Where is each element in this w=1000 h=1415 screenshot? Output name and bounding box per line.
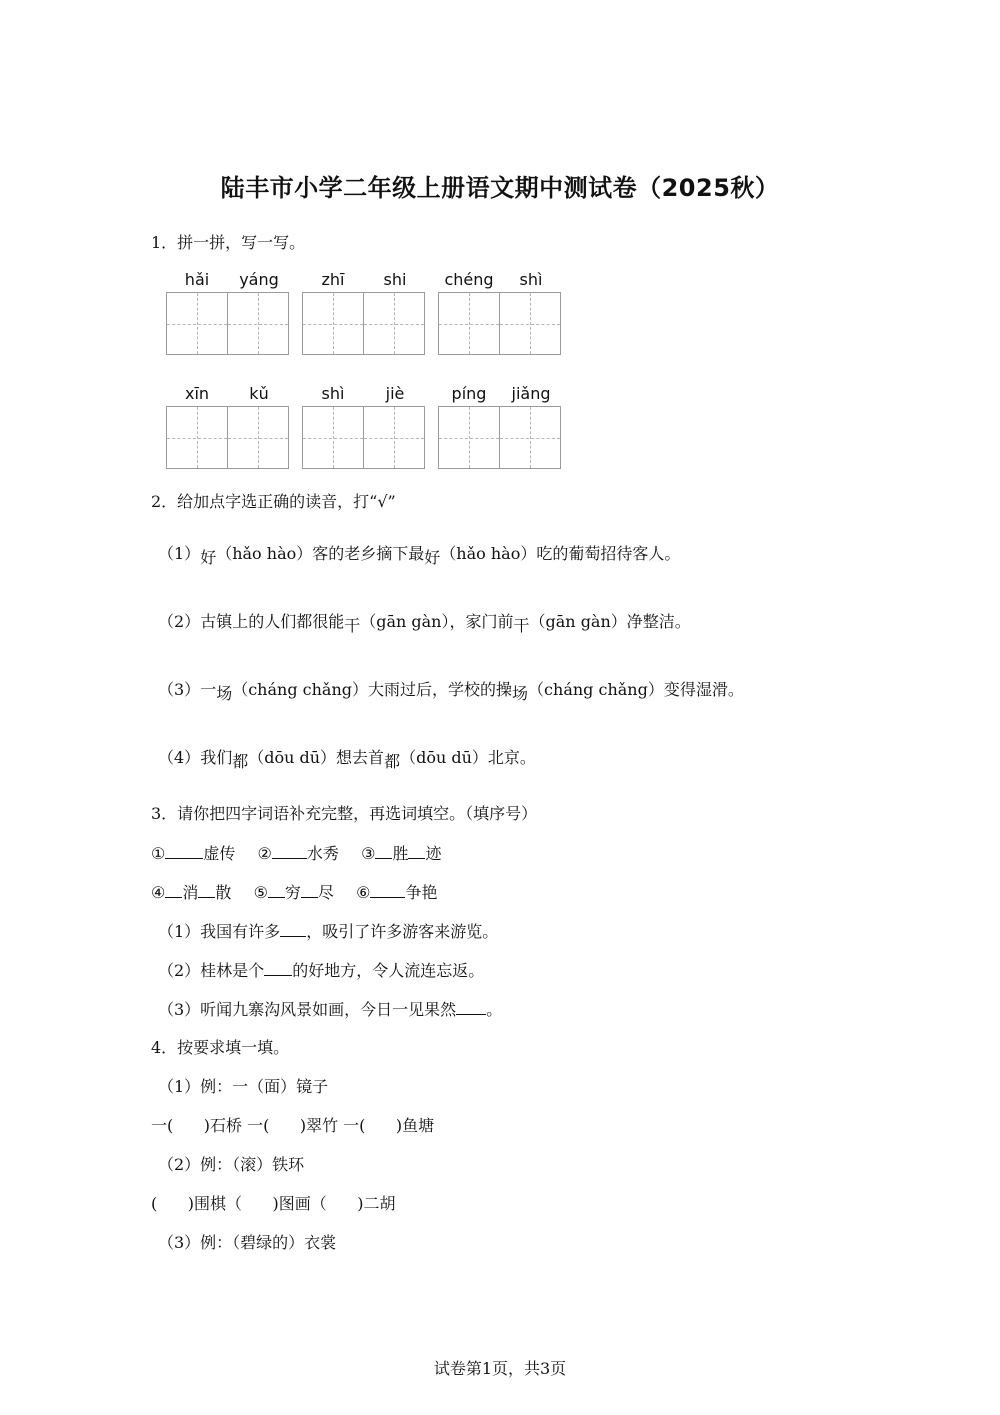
- reading-options[interactable]: （hǎo hào）: [216, 544, 313, 563]
- writing-cell[interactable]: [227, 292, 289, 355]
- idiom-number: ③: [361, 844, 376, 863]
- page-footer: 试卷第1页，共3页: [433, 1359, 567, 1378]
- idiom-blank[interactable]: [165, 881, 182, 898]
- word-box: [302, 268, 426, 355]
- writing-cell[interactable]: [166, 292, 228, 355]
- q3-sentence-1: [158, 920, 498, 943]
- reading-options[interactable]: （dōu dū）: [400, 748, 488, 767]
- dotted-char: 好: [424, 548, 441, 567]
- dotted-char: 干: [513, 616, 530, 635]
- q2-heading: 2．给加点字选正确的读音，打“√”: [151, 492, 396, 511]
- writing-cell[interactable]: [302, 292, 364, 355]
- sentence-text: 客的老乡摘下最: [312, 544, 425, 563]
- item-number: （1）: [158, 544, 201, 563]
- dotted-char: 场: [512, 684, 529, 703]
- idiom-number: ①: [151, 844, 166, 863]
- idiom-number: ②: [257, 844, 272, 863]
- dotted-char: 都: [232, 752, 249, 771]
- word-box: [302, 382, 426, 469]
- dotted-char: 都: [384, 752, 401, 771]
- pinyin-label: xīn: [184, 384, 210, 403]
- pinyin-label: píng: [451, 384, 487, 403]
- item-number: （2）: [158, 612, 201, 631]
- q2-item-3: [158, 679, 744, 701]
- idiom-row-1: [151, 842, 441, 865]
- sentence-text: ，家门前: [449, 612, 514, 631]
- reading-options[interactable]: （cháng chǎng）: [528, 680, 664, 699]
- sentence-text: （2）桂林是个: [158, 961, 265, 980]
- q4-fill-line-1[interactable]: 一( )石桥 一( )翠竹 一( )鱼塘: [151, 1116, 435, 1135]
- pinyin-label: chéng: [444, 270, 494, 289]
- sentence-text: （1）我国有许多: [158, 922, 281, 941]
- item-number: （4）: [158, 748, 201, 767]
- idiom-blank[interactable]: [375, 842, 392, 859]
- idiom-row-2: [151, 881, 437, 904]
- sentence-text: 我们: [200, 748, 233, 767]
- sentence-text: 变得湿滑。: [663, 680, 744, 699]
- pinyin-label: hǎi: [184, 270, 210, 289]
- dotted-char: 好: [200, 548, 217, 567]
- idiom-text: 虚传: [203, 844, 236, 863]
- idiom-text: 穷: [284, 883, 301, 902]
- idiom-blank[interactable]: [272, 842, 307, 859]
- idiom-number: ⑥: [356, 883, 371, 902]
- item-number: （3）: [158, 680, 201, 699]
- sentence-text: 古镇上的人们都很能: [200, 612, 345, 631]
- q3-sentence-3: [158, 998, 502, 1021]
- sentence-text: 想去首: [336, 748, 385, 767]
- writing-cell[interactable]: [499, 406, 561, 469]
- word-box: [438, 382, 562, 469]
- writing-cell[interactable]: [363, 292, 425, 355]
- idiom-number: ④: [151, 883, 166, 902]
- idiom-blank[interactable]: [165, 842, 203, 859]
- q2-item-4: [158, 747, 536, 769]
- reading-options[interactable]: （dōu dū）: [248, 748, 337, 767]
- idiom-text: 争艳: [405, 883, 438, 902]
- q3-sentence-2: [158, 959, 484, 982]
- idiom-text: 胜: [392, 844, 409, 863]
- writing-cell[interactable]: [499, 292, 561, 355]
- pinyin-label: jiǎng: [511, 384, 551, 403]
- idiom-blank[interactable]: [301, 881, 318, 898]
- sentence-text: 净整洁。: [626, 612, 691, 631]
- sentence-text: （3）听闻九寨沟风景如画，今日一见果然: [158, 1000, 457, 1019]
- sentence-text: 的好地方，令人流连忘返。: [292, 961, 485, 980]
- word-box: [438, 268, 562, 355]
- q4-example-1: （1）例：一（面）镜子: [158, 1077, 329, 1096]
- page-title: 陆丰市小学二年级上册语文期中测试卷（2025秋）: [220, 174, 780, 202]
- sentence-text: 一: [200, 680, 217, 699]
- answer-blank[interactable]: [280, 920, 306, 937]
- word-box: [166, 382, 290, 469]
- dotted-char: 干: [344, 616, 361, 635]
- pinyin-label: shi: [383, 270, 407, 289]
- writing-cell[interactable]: [166, 406, 228, 469]
- pinyin-label: shì: [519, 270, 543, 289]
- writing-cell[interactable]: [302, 406, 364, 469]
- idiom-text: 迹: [425, 844, 442, 863]
- word-box: [166, 268, 290, 355]
- idiom-text: 尽: [317, 883, 334, 902]
- q4-fill-line-2[interactable]: ( )围棋（ )图画（ )二胡: [151, 1194, 396, 1213]
- sentence-text: 吃的葡萄招待客人。: [536, 544, 681, 563]
- dotted-char: 场: [216, 684, 233, 703]
- reading-options[interactable]: （hǎo hào）: [440, 544, 537, 563]
- q4-example-3: （3）例：（碧绿的）衣裳: [158, 1233, 337, 1252]
- writing-cell[interactable]: [363, 406, 425, 469]
- q3-heading: 3．请你把四字词语补充完整，再选词填空。（填序号）: [151, 804, 538, 823]
- idiom-blank[interactable]: [198, 881, 215, 898]
- pinyin-grid-row-1: [166, 268, 562, 355]
- sentence-text: ，吸引了许多游客来游览。: [306, 922, 499, 941]
- writing-cell[interactable]: [227, 406, 289, 469]
- idiom-number: ⑤: [253, 883, 268, 902]
- reading-options[interactable]: （cháng chǎng）: [232, 680, 369, 699]
- idiom-text: 水秀: [306, 844, 339, 863]
- pinyin-label: zhī: [321, 270, 345, 289]
- idiom-text: 消: [182, 883, 199, 902]
- q2-item-1: [158, 543, 680, 565]
- sentence-text: 。: [486, 1000, 503, 1019]
- reading-options[interactable]: （gān gàn）: [360, 612, 450, 631]
- sentence-text: 北京。: [487, 748, 536, 767]
- writing-cell[interactable]: [438, 406, 500, 469]
- idiom-blank[interactable]: [268, 881, 285, 898]
- idiom-text: 散: [215, 883, 232, 902]
- q2-item-2: [158, 611, 691, 633]
- answer-blank[interactable]: [456, 998, 486, 1015]
- sentence-text: 大雨过后，学校的操: [368, 680, 513, 699]
- q4-example-2: （2）例：（滚）铁环: [158, 1155, 305, 1174]
- writing-cell[interactable]: [438, 292, 500, 355]
- pinyin-grid-row-2: [166, 382, 562, 469]
- idiom-blank[interactable]: [370, 881, 405, 898]
- idiom-blank[interactable]: [408, 842, 425, 859]
- answer-blank[interactable]: [264, 959, 292, 976]
- q4-heading: 4．按要求填一填。: [151, 1038, 290, 1057]
- reading-options[interactable]: （gān gàn）: [529, 612, 627, 631]
- pinyin-label: shì: [321, 384, 345, 403]
- pinyin-label: kǔ: [249, 384, 269, 403]
- q1-heading: 1．拼一拼，写一写。: [151, 233, 306, 252]
- pinyin-label: yáng: [239, 270, 279, 289]
- pinyin-label: jiè: [385, 384, 405, 403]
